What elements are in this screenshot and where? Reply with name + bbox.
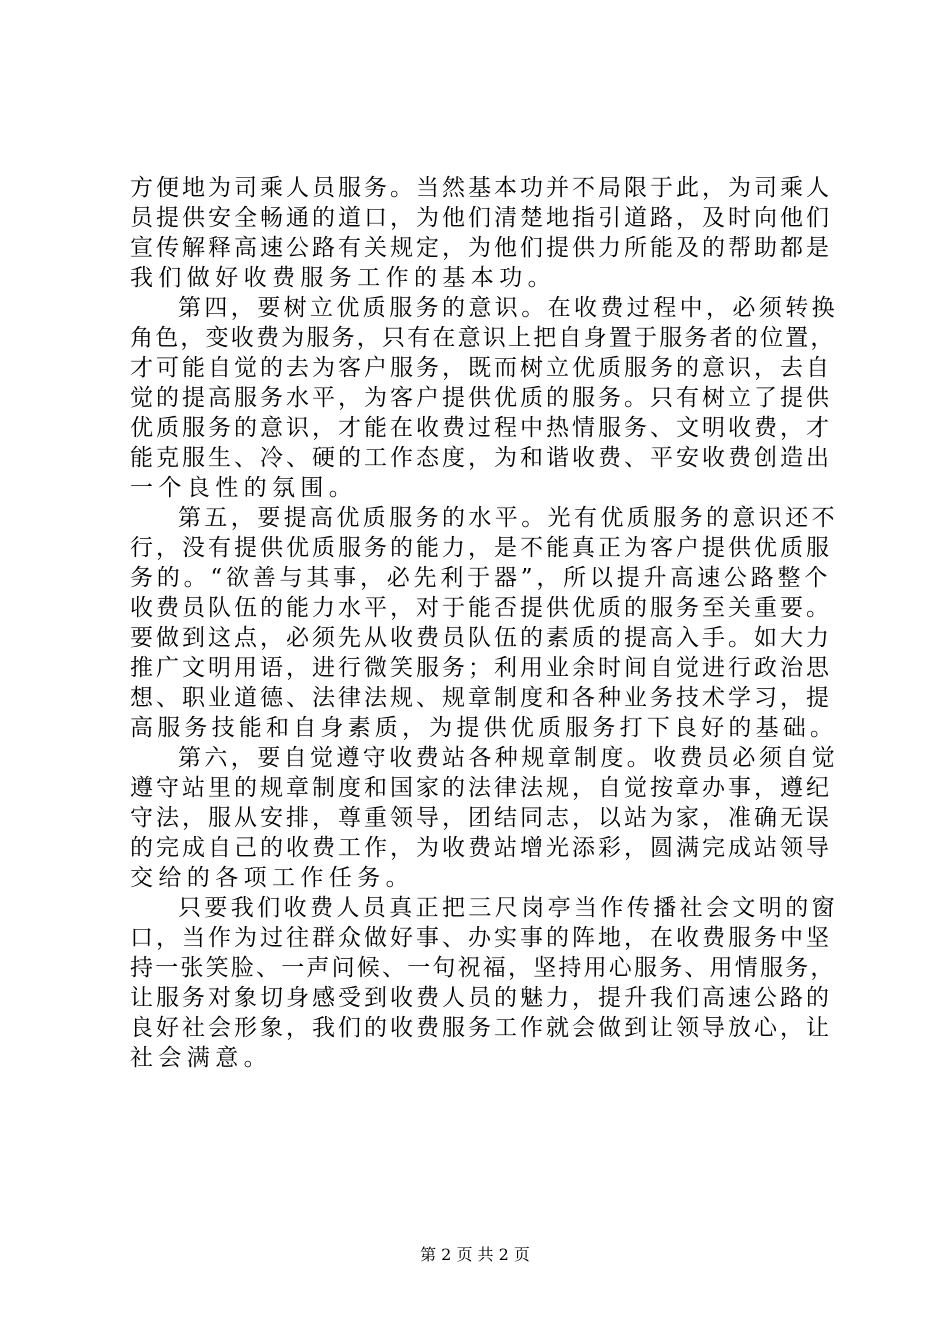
text-line: 要做到这点，必须先从收费员队伍的素质的提高入手。如大力: [130, 625, 832, 651]
text-line: 交给的各项工作任务。: [130, 865, 414, 891]
text-line: 务的。“欲善与其事，必先利于器”，所以提升高速公路整个: [130, 565, 832, 591]
text-line: 良好社会形象，我们的收费服务工作就会做到让领导放心，让: [130, 1015, 832, 1041]
text-line: 行，没有提供优质服务的能力，是不能真正为客户提供优质服: [130, 535, 832, 561]
text-line: 我们做好收费服务工作的基本功。: [130, 265, 556, 291]
text-line: 员提供安全畅通的道口，为他们清楚地指引道路，及时向他们: [130, 205, 832, 231]
paragraph-3: [130, 503, 838, 743]
text-line: 第四，要树立优质服务的意识。在收费过程中，必须转换: [178, 295, 838, 321]
text-line: 宣传解释高速公路有关规定，为他们提供力所能及的帮助都是: [130, 235, 832, 261]
text-line: 遵守站里的规章制度和国家的法律法规，自觉按章办事，遵纪: [130, 775, 832, 801]
document-body: [130, 173, 838, 1073]
text-line: 的完成自己的收费工作，为收费站增光添彩，圆满完成站领导: [130, 835, 832, 861]
text-line: 觉的提高服务水平，为客户提供优质的服务。只有树立了提供: [130, 385, 832, 411]
text-line: 高服务技能和自身素质，为提供优质服务打下良好的基础。: [130, 715, 838, 741]
paragraph-5: [130, 893, 838, 1073]
page-footer: [0, 1245, 950, 1265]
text-line: 守法，服从安排，尊重领导，团结同志，以站为家，准确无误: [130, 805, 832, 831]
paragraph-2: [130, 293, 838, 503]
text-line: 第五，要提高优质服务的水平。光有优质服务的意识还不: [178, 505, 838, 531]
text-line: 能克服生、冷、硬的工作态度，为和谐收费、平安收费创造出: [130, 445, 832, 471]
page-number-label: 第 2 页 共 2 页: [420, 1245, 530, 1264]
text-line: 才可能自觉的去为客户服务，既而树立优质服务的意识，去自: [130, 355, 832, 381]
text-line: 优质服务的意识，才能在收费过程中热情服务、文明收费，才: [130, 415, 832, 441]
paragraph-1: [130, 173, 838, 293]
text-line: 只要我们收费人员真正把三尺岗亭当作传播社会文明的窗: [178, 895, 838, 921]
text-line: 方便地为司乘人员服务。当然基本功并不局限于此，为司乘人: [130, 175, 832, 201]
text-line: 收费员队伍的能力水平，对于能否提供优质的服务至关重要。: [130, 595, 832, 621]
text-line: 让服务对象切身感受到收费人员的魅力，提升我们高速公路的: [130, 985, 832, 1011]
text-line: 角色，变收费为服务，只有在意识上把自身置于服务者的位置，: [130, 325, 836, 351]
text-line: 想、职业道德、法律法规、规章制度和各种业务技术学习，提: [130, 685, 832, 711]
text-line: 一个良性的氛围。: [130, 475, 358, 501]
text-line: 持一张笑脸、一声问候、一句祝福，坚持用心服务、用情服务，: [130, 955, 836, 981]
paragraph-4: [130, 743, 838, 893]
text-line: 社会满意。: [130, 1045, 272, 1071]
text-line: 口，当作为过往群众做好事、办实事的阵地，在收费服务中坚: [130, 925, 832, 951]
text-line: 第六，要自觉遵守收费站各种规章制度。收费员必须自觉: [178, 745, 838, 771]
text-line: 推广文明用语，进行微笑服务；利用业余时间自觉进行政治思: [130, 655, 832, 681]
